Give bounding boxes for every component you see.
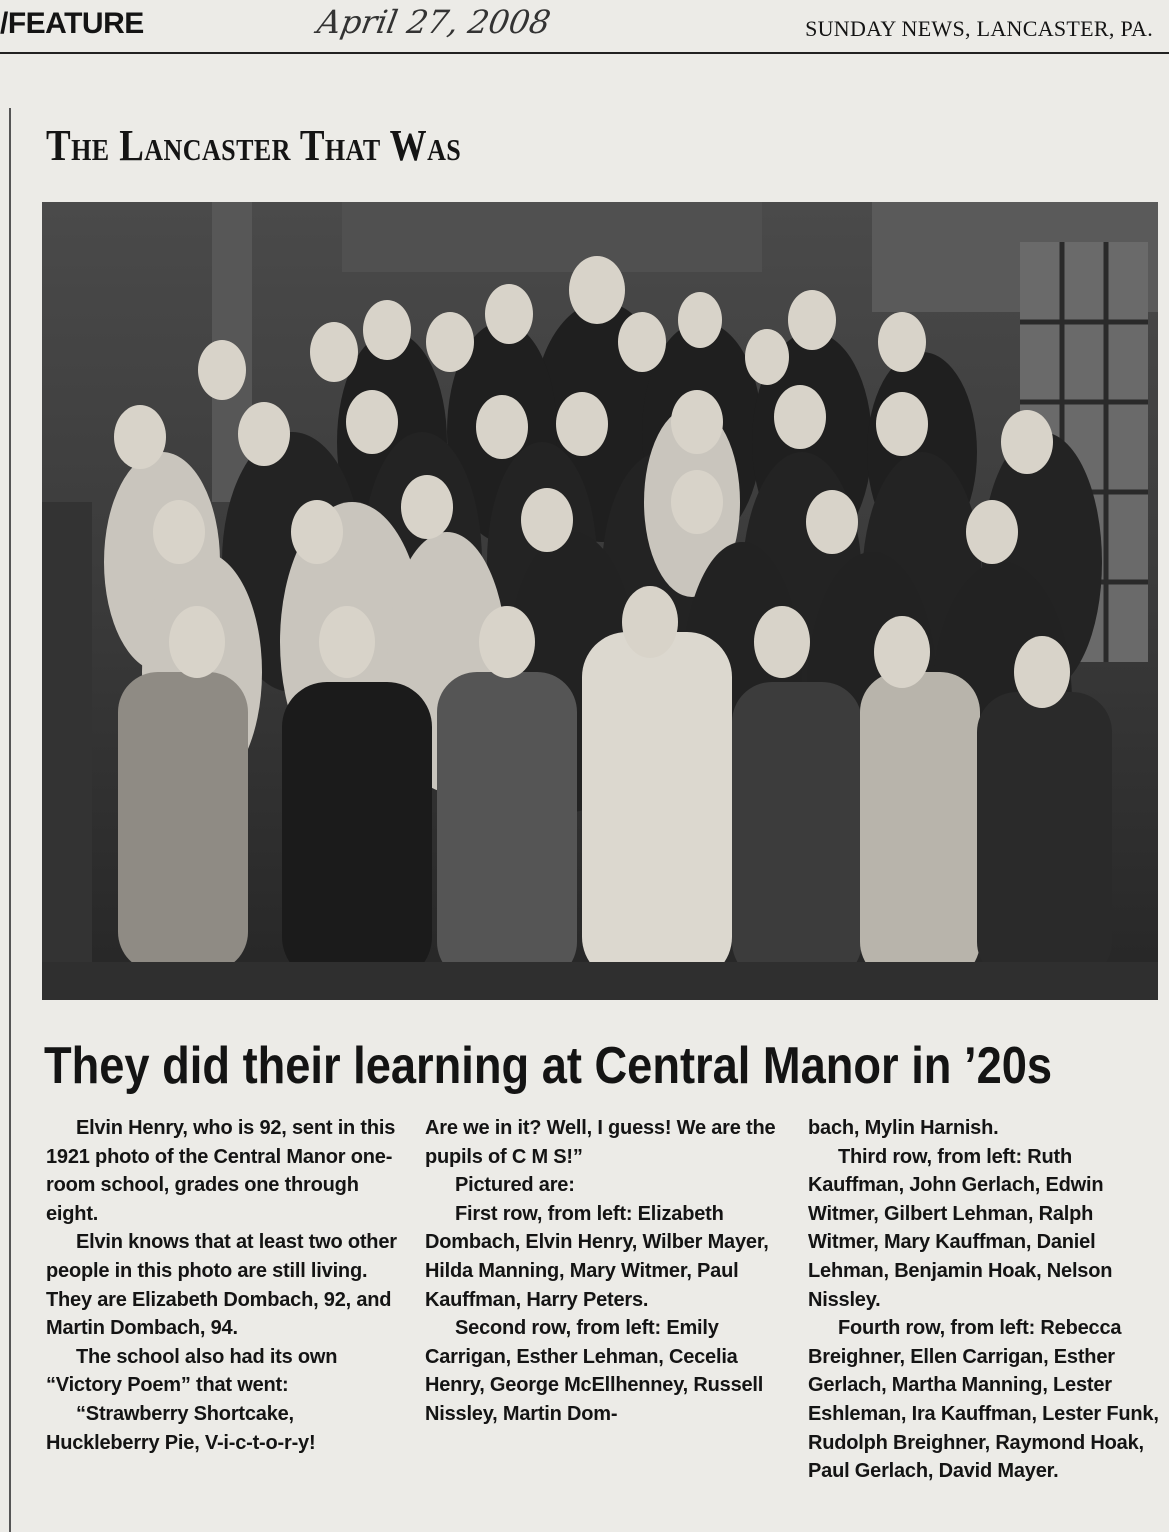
article-paragraph: Fourth row, from left: Rebecca Breighner, Ellen Carrigan, Esther Gerlach, Martha Manning, Lester Eshleman, Ira Kauffman, Lester Funk, Rudolph Breighner, Raymond Hoak, Paul Gerlach, David Mayer. [808, 1317, 1159, 1483]
article-paragraph: bach, Mylin Harnish. [808, 1117, 999, 1139]
header-rule [0, 52, 1169, 54]
article-headline: They did their learning at Central Manor in ’20s [44, 1037, 1053, 1095]
article-paragraph: Elvin Henry, who is 92, sent in this 1921 photo of the Central Manor one-room school, grades one through eight. [46, 1117, 396, 1225]
article-paragraph: Second row, from left: Emily Carrigan, Esther Lehman, Cecelia Henry, George McEllhenney, Russell Nissley, Martin Dom- [425, 1317, 764, 1425]
section-label: /FEATURE [0, 7, 144, 40]
article-paragraph: The school also had its own “Victory Poem” that went: [46, 1345, 338, 1397]
class-photo [42, 202, 1158, 1000]
article-column-1 [46, 1114, 406, 1457]
page-header [0, 0, 1169, 48]
article-paragraph: Pictured are: [455, 1174, 575, 1197]
article-paragraph: Elvin knows that at least two other people in this photo are still living. They are Elizabeth Dombach, 92, and Martin Dombach, 94. [46, 1231, 397, 1340]
column-title: The Lancaster That Was [46, 121, 462, 170]
article-paragraph: First row, from left: Elizabeth Dombach, Elvin Henry, Wilber Mayer, Hilda Manning, Mary Witmer, Paul Kauffman, Harry Peters. [425, 1202, 769, 1311]
poem-lines: Are we in it? Well, I guess! We are the pupils of C M S!” [425, 1117, 776, 1168]
newspaper-masthead: SUNDAY NEWS, LANCASTER, PA. [805, 16, 1153, 41]
handwritten-date: April 27, 2008 [314, 3, 554, 41]
article-paragraph: Third row, from left: Ruth Kauffman, John Gerlach, Edwin Witmer, Gilbert Lehman, Ralph Witmer, Mary Kauffman, Daniel Lehman, Benjamin Hoak, Nelson Nissley. [808, 1145, 1113, 1311]
column-rule [9, 108, 11, 1532]
poem-lines: “Strawberry Shortcake, Huckleberry Pie, V-i-c-t-o-r-y! [46, 1402, 316, 1454]
article-column-3 [808, 1114, 1163, 1486]
article-column-2 [425, 1114, 795, 1429]
